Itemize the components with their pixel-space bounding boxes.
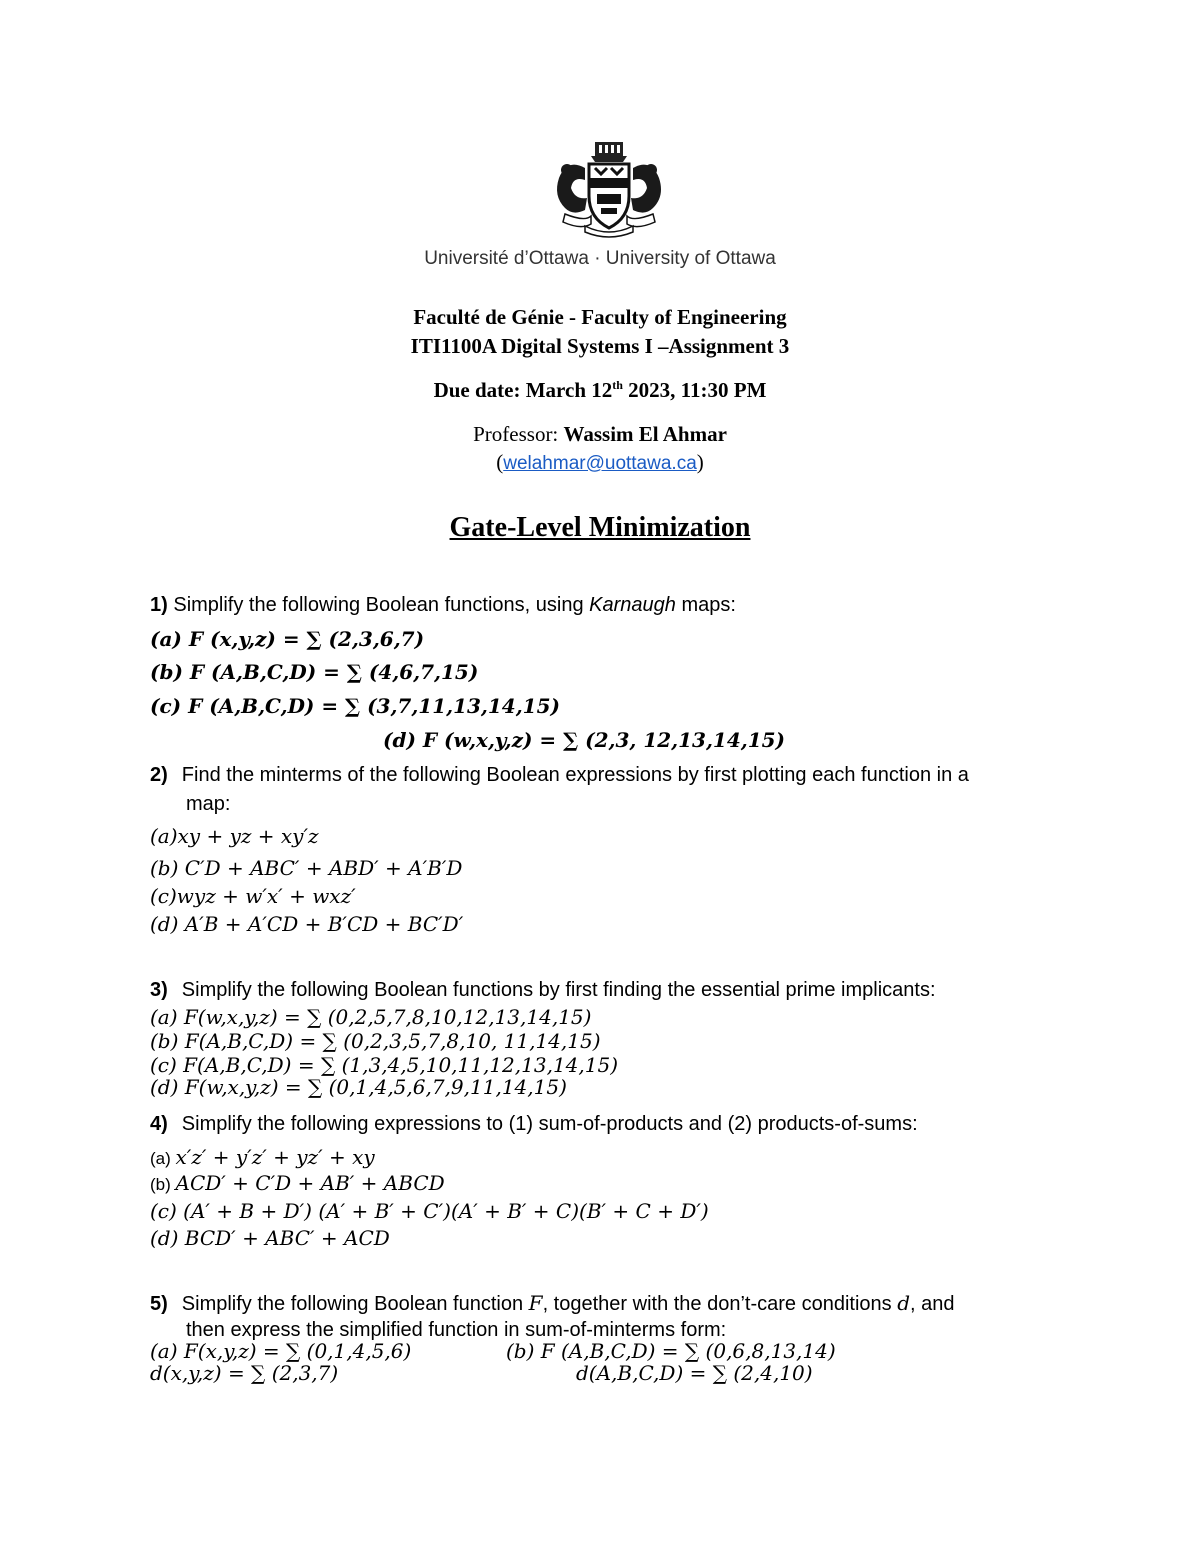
professor-name: Wassim El Ahmar — [563, 422, 727, 446]
question-5-text-f: F — [528, 1291, 543, 1315]
question-2-text-line2: map: — [186, 793, 231, 815]
question-5-prompt — [150, 1291, 955, 1316]
question-2-prompt — [150, 764, 969, 787]
professor-email-link[interactable]: welahmar@uottawa.ca — [503, 453, 697, 474]
question-5-a-function: (a) F(x,y,z) = ∑ (0,1,4,5,6) — [150, 1339, 412, 1363]
question-5-number: 5) — [150, 1293, 168, 1315]
question-3-item-c: (c) F(A,B,C,D) = ∑ (1,3,4,5,10,11,12,13,14,15) — [150, 1053, 619, 1077]
professor-email-line — [0, 450, 1200, 475]
question-2-item-a: (a)xy + yz + xy′z — [150, 824, 319, 848]
question-5-text-b: , together with the don’t-care conditions — [542, 1293, 898, 1315]
question-3-item-b: (b) F(A,B,C,D) = ∑ (0,2,3,5,7,8,10, 11,14,15) — [150, 1029, 601, 1053]
question-1-prompt — [150, 594, 736, 617]
question-4-item-b-label: (b) — [150, 1175, 176, 1194]
question-1-number: 1) — [150, 594, 168, 616]
question-3-item-d: (d) F(w,x,y,z) = ∑ (0,1,4,5,6,7,9,11,14,15) — [150, 1075, 567, 1099]
question-3-text: Simplify the following Boolean functions by first finding the essential prime implicants: — [181, 979, 936, 1001]
question-4-item-c: (c) (A′ + B + D′) (A′ + B′ + C′)(A′ + B′ + C)(B′ + C + D′) — [150, 1199, 709, 1223]
question-5-text-d: d — [897, 1291, 911, 1315]
question-2-number: 2) — [150, 764, 168, 786]
question-1-item-a: (a) F (x,y,z) = ∑ (2,3,6,7) — [150, 627, 425, 651]
course-title: ITI1100A Digital Systems I –Assignment 3 — [410, 334, 790, 358]
question-4-item-b — [150, 1171, 445, 1195]
question-1-text-a: Simplify the following Boolean functions, using — [167, 594, 590, 616]
question-1-item-b: (b) F (A,B,C,D) = ∑ (4,6,7,15) — [150, 660, 479, 684]
question-5-text-c: , and — [910, 1293, 955, 1315]
question-2-item-d: (d) A′B + A′CD + B′CD + BC′D′ — [150, 912, 464, 936]
question-2-item-b: (b) C′D + ABC′ + ABD′ + A′B′D — [150, 856, 463, 880]
question-4-item-d: (d) BCD′ + ABC′ + ACD — [150, 1226, 390, 1250]
university-name: Université d’Ottawa · University of Ottawa — [424, 248, 776, 269]
question-5-text-a: Simplify the following Boolean function — [181, 1293, 529, 1315]
question-1-text-b: maps: — [675, 594, 736, 616]
university-crest-logo — [545, 138, 673, 238]
question-5-text-line2: then express the simplified function in sum-of-minterms form: — [186, 1319, 727, 1341]
question-3-prompt — [150, 979, 936, 1002]
due-date-superscript: th — [612, 378, 623, 392]
question-4-number: 4) — [150, 1113, 168, 1135]
question-2-item-c: (c)wyz + w′x′ + wxz′ — [150, 884, 356, 908]
question-4-text: Simplify the following expressions to (1) sum-of-products and (2) products-of-sums: — [181, 1113, 918, 1135]
professor-label: Professor: — [473, 422, 564, 446]
question-4-item-b-expr: ACD′ + C′D + AB′ + ABCD — [175, 1171, 445, 1195]
question-4-prompt — [150, 1113, 918, 1136]
due-date-suffix: 2023, 11:30 PM — [622, 378, 767, 402]
question-3-number: 3) — [150, 979, 168, 1001]
due-date-prefix: Due date: March 12 — [433, 378, 613, 402]
question-4-item-a-expr: x′z′ + y′z′ + yz′ + xy — [175, 1145, 375, 1169]
page-title: Gate-Level Minimization — [449, 512, 751, 543]
email-open-paren: ( — [496, 450, 504, 474]
question-4-item-a-label: (a) — [150, 1149, 176, 1168]
professor-line — [0, 422, 1200, 447]
question-1-text-em: Karnaugh — [589, 594, 676, 616]
question-1-item-c: (c) F (A,B,C,D) = ∑ (3,7,11,13,14,15) — [150, 694, 560, 718]
question-5-b-dont-care: d(A,B,C,D) = ∑ (2,4,10) — [576, 1361, 813, 1385]
question-1-item-d: (d) F (w,x,y,z) = ∑ (2,3, 12,13,14,15) — [383, 728, 785, 752]
question-5-b-function: (b) F (A,B,C,D) = ∑ (0,6,8,13,14) — [506, 1339, 836, 1363]
question-4-item-a — [150, 1145, 375, 1169]
due-date — [0, 378, 1200, 403]
question-2-text-line1: Find the minterms of the following Boolean expressions by first plotting each function in a — [181, 764, 969, 786]
email-close-paren: ) — [696, 450, 704, 474]
question-5-a-dont-care: d(x,y,z) = ∑ (2,3,7) — [150, 1361, 339, 1385]
faculty-name: Faculté de Génie - Faculty of Engineering — [413, 305, 787, 329]
question-3-item-a: (a) F(w,x,y,z) = ∑ (0,2,5,7,8,10,12,13,14,15) — [150, 1005, 592, 1029]
